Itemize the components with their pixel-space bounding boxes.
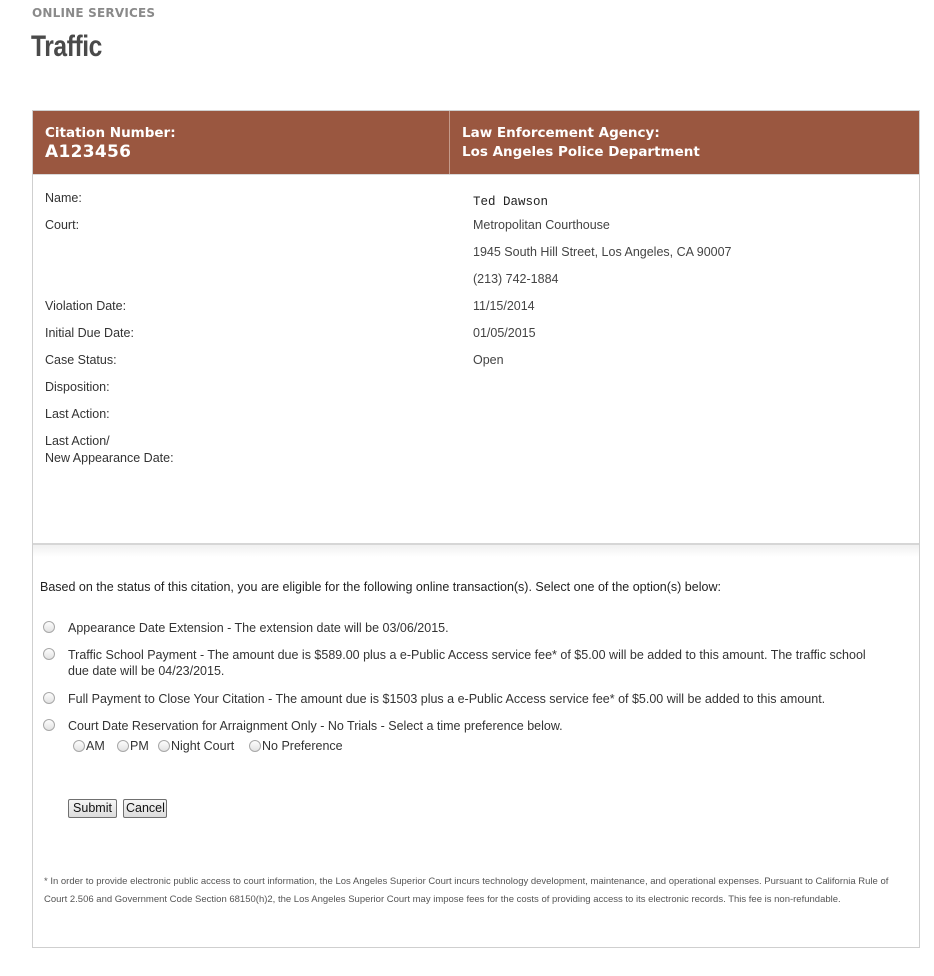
option-label: Appearance Date Extension - The extension date will be 03/06/2015.	[68, 621, 449, 635]
court-address: 1945 South Hill Street, Los Angeles, CA 90007	[473, 245, 732, 259]
initial-due-date: 01/05/2015	[473, 326, 536, 340]
radio-button[interactable]	[43, 621, 55, 633]
radio-button[interactable]	[249, 740, 261, 752]
agency-name: Los Angeles Police Department	[462, 144, 700, 160]
time-pref-label: No Preference	[262, 739, 343, 753]
fee-footnote: * In order to provide electronic public access to court information, the Los Angeles Superior Court incurs technology development, maintenance, and operational expenses. Pursuant to California Rule of Court 2.506 and Government Code Section 68150(h)2, the Los Angeles Superior Court may impose fees for the costs of providing access to its electronic records. This fee is non-refundable.	[44, 876, 889, 905]
time-pref-label: Night Court	[171, 739, 235, 753]
case-status: Open	[473, 353, 504, 367]
transactions-intro: Based on the status of this citation, you are eligible for the following online transaction(s). Select one of the option(s) below:	[40, 580, 721, 594]
last-action-appearance-label-line2: New Appearance Date:	[45, 451, 174, 465]
radio-button[interactable]	[117, 740, 129, 752]
header-divider	[449, 111, 450, 174]
court-phone: (213) 742-1884	[473, 272, 559, 286]
court-label: Court:	[45, 218, 80, 232]
radio-button[interactable]	[158, 740, 170, 752]
citation-number-label: Citation Number:	[45, 125, 176, 141]
name-label: Name:	[45, 191, 82, 205]
citation-number: A123456	[45, 142, 132, 162]
section-eyebrow: ONLINE SERVICES	[32, 6, 156, 20]
citation-panel	[32, 110, 920, 948]
violation-date-label: Violation Date:	[45, 299, 127, 313]
option-label: Full Payment to Close Your Citation - The amount due is $1503 plus a e-Public Access service fee* of $5.00 will be added to this amount.	[68, 692, 826, 706]
court-name: Metropolitan Courthouse	[473, 218, 610, 232]
last-action-label: Last Action:	[45, 407, 110, 421]
radio-button[interactable]	[43, 648, 55, 660]
cancel-button[interactable]: Cancel	[123, 799, 167, 818]
page-title: Traffic	[31, 30, 102, 63]
option-label: Traffic School Payment - The amount due is $589.00 plus a e-Public Access service fee* of $5.00 will be added to this amount. The traffic school due date will be 04/23/2015.	[68, 648, 866, 678]
section-shade	[33, 545, 919, 557]
defendant-name: Ted Dawson	[473, 195, 549, 209]
citation-header-bar	[33, 111, 919, 175]
disposition-label: Disposition:	[45, 380, 110, 394]
time-pref-label: AM	[86, 739, 105, 753]
submit-button[interactable]: Submit	[68, 799, 117, 818]
time-pref-label: PM	[130, 739, 149, 753]
violation-date: 11/15/2014	[473, 299, 535, 313]
radio-button[interactable]	[43, 692, 55, 704]
agency-label: Law Enforcement Agency:	[462, 125, 660, 141]
radio-button[interactable]	[73, 740, 85, 752]
initial-due-date-label: Initial Due Date:	[45, 326, 134, 340]
radio-button[interactable]	[43, 719, 55, 731]
case-status-label: Case Status:	[45, 353, 117, 367]
option-label: Court Date Reservation for Arraignment Only - No Trials - Select a time preference below.	[68, 719, 563, 733]
last-action-appearance-label-line1: Last Action/	[45, 434, 110, 448]
